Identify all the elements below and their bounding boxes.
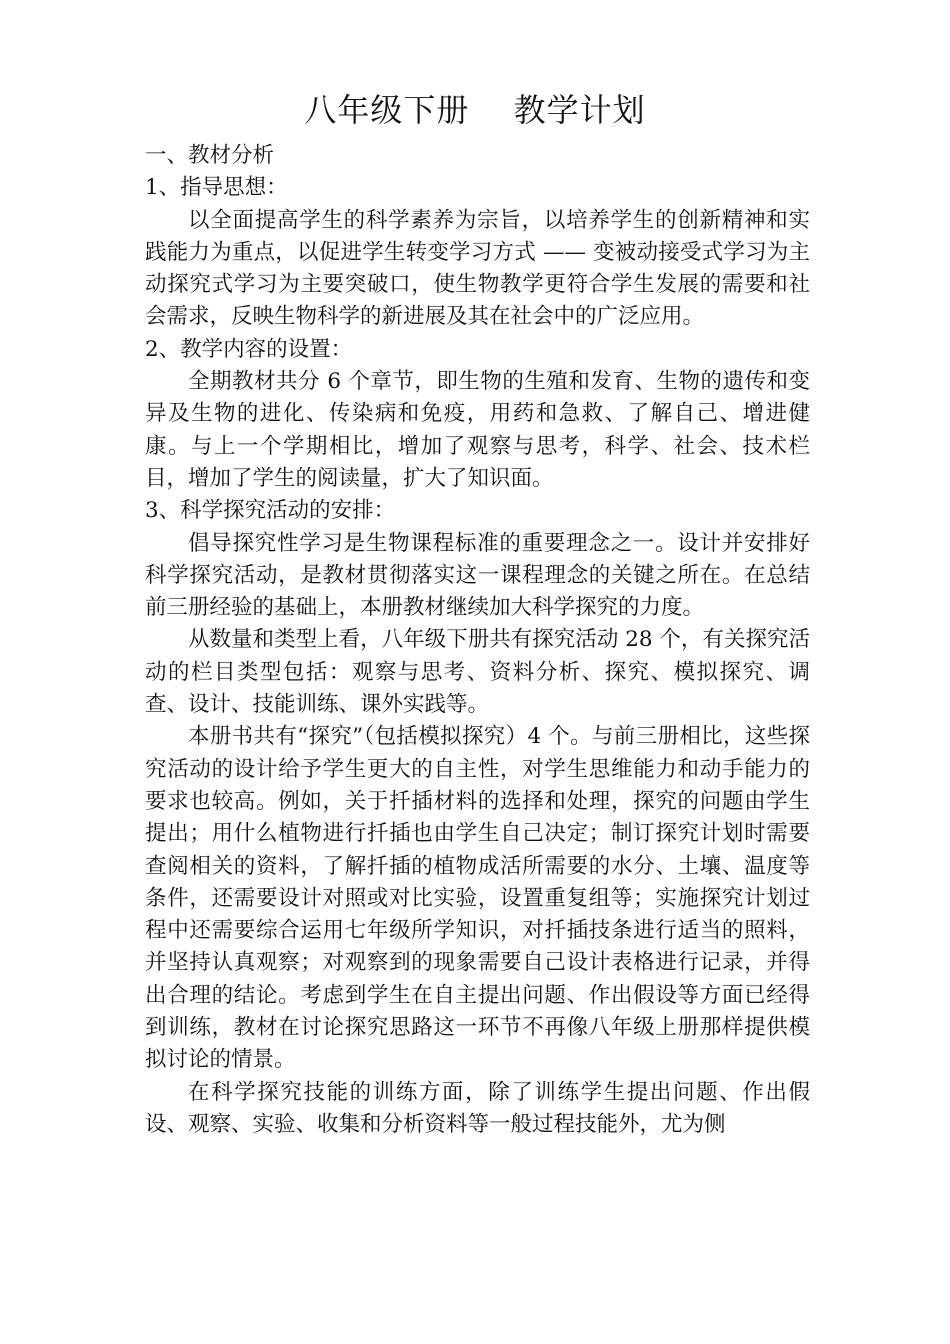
paragraph-inquiry-quantity: 从数量和类型上看，八年级下册共有探究活动 28 个，有关探究活动的栏目类型包括：观察与思考、资料分析、探究、模拟探究、调查、设计、技能训练、课外实践等。 — [145, 627, 810, 718]
document-body — [145, 140, 810, 1141]
paragraph-inquiry-importance: 倡导探究性学习是生物课程标准的重要理念之一。设计并安排好科学探究活动，是教材贯彻落实这一课程理念的关键之所在。在总结前三册经验的基础上，本册教材继续加大科学探究的力度。 — [145, 530, 810, 621]
subsection-heading-inquiry-activities: 3、科学探究活动的安排： — [145, 498, 396, 524]
document-title: 八年级下册 教学计划 — [304, 91, 646, 129]
paragraph-content-setup: 全期教材共分 6 个章节，即生物的生殖和发育、生物的遗传和变异及生物的进化、传染病和免疫，用药和急救、了解自己、增进健康。与上一个学期相比，增加了观察与思考，科学、社会、技术栏目，增加了学生的阅读量，扩大了知识面。 — [145, 369, 810, 491]
section-heading-textbook-analysis: 一、教材分析 — [145, 143, 275, 168]
subsection-heading-content-setup: 2、教学内容的设置： — [145, 336, 353, 362]
paragraph-inquiry-examples: 本册书共有“探究”（包括模拟探究）4 个。与前三册相比，这些探究活动的设计给予学生更大的自主性，对学生思维能力和动手能力的要求也较高。例如，关于扦插材料的选择和处理，探究的问题由学生提出；用什么植物进行扦插也由学生自己决定；制订探究计划时需要查阅相关的资料，了解扦插的植物成活所需要的水分、土壤、温度等条件，还需要设计对照或对比实验，设置重复组等；实施探究计划过程中还需要综合运用七年级所学知识，对扦插技条进行适当的照料，并坚持认真观察；对观察到的现象需要自己设计表格进行记录，并得出合理的结论。考虑到学生在自主提出问题、作出假设等方面已经得到训练，教材在讨论探究思路这一环节不再像八年级上册那样提供模拟讨论的情景。 — [145, 724, 810, 1073]
paragraph-guiding-ideology: 以全面提高学生的科学素养为宗旨，以培养学生的创新精神和实践能力为重点，以促进学生转变学习方式 —— 变被动接受式学习为主动探究式学习为主要突破口，使生物教学更符合学生发展的需要和社会需求，反映生物科学的新进展及其在社会中的广泛应用。 — [145, 207, 810, 330]
subsection-heading-guiding-ideology: 1、指导思想： — [145, 175, 288, 201]
paragraph-inquiry-skills: 在科学探究技能的训练方面，除了训练学生提出问题、作出假设、观察、实验、收集和分析资料等一般过程技能外，尤为侧 — [145, 1079, 810, 1137]
